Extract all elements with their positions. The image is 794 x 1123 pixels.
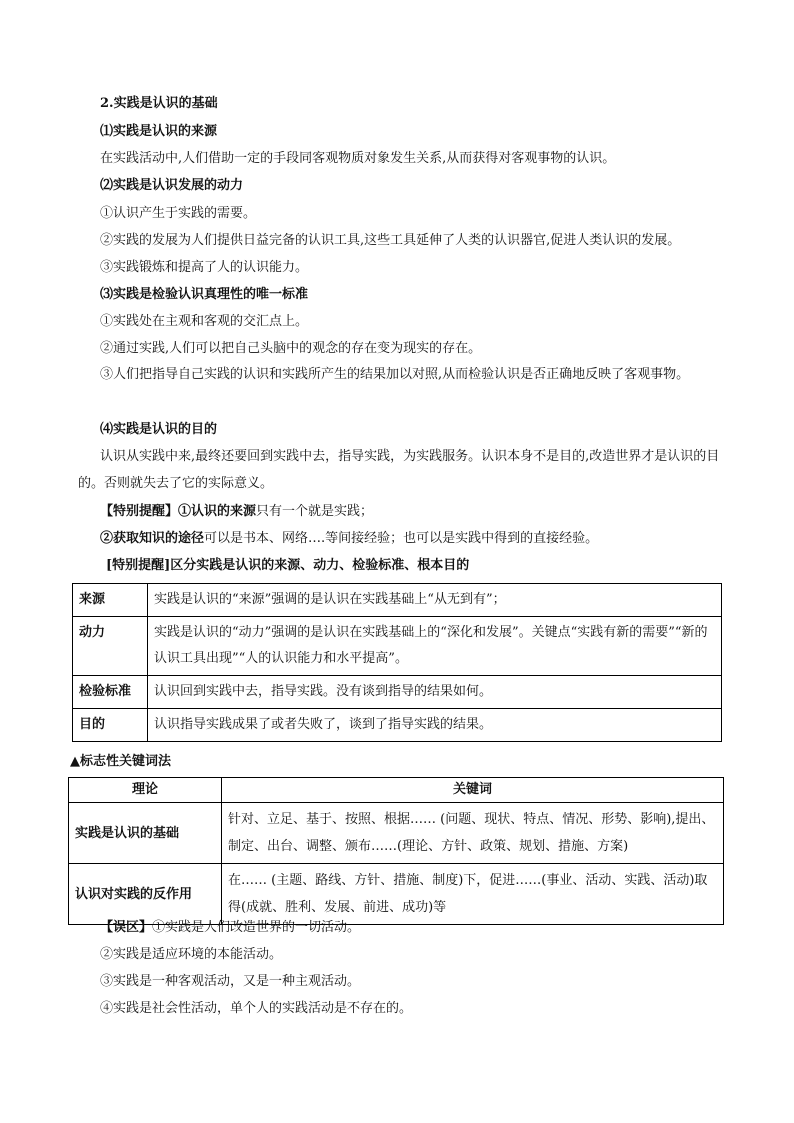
point2-title: ⑵实践是认识发展的动力 xyxy=(100,178,244,193)
tip1-label: 【特别提醒】 xyxy=(100,504,179,519)
row-key: 检验标准 xyxy=(73,676,148,709)
row-value: 针对、立足、基于、按照、根据…… (问题、现状、特点、情况、形势、影响),提出、制定、出台、调整、颁布……(理论、方针、政策、规划、措施、方案) xyxy=(222,803,724,864)
point2-item-1: ①认识产生于实践的需要。 xyxy=(100,206,257,221)
row-value: 认识指导实践成果了或者失败了，谈到了指导实践的结果。 xyxy=(148,709,722,742)
point1-text: 在实践活动中,人们借助一定的手段同客观物质对象发生关系,从而获得对客观事物的认识。 xyxy=(100,151,616,166)
mistake-line-1 xyxy=(100,920,360,936)
header-theory: 理论 xyxy=(69,778,222,803)
table-row xyxy=(73,676,722,709)
table-row xyxy=(69,864,724,925)
keyword-method-title: ▲标志性关键词法 xyxy=(70,754,171,769)
point3-item-1: ①实践处在主观和客观的交汇点上。 xyxy=(100,314,309,329)
row-value: 认识回到实践中去，指导实践。没有谈到指导的结果如何。 xyxy=(148,676,722,709)
table-row xyxy=(69,803,724,864)
table-row xyxy=(73,584,722,617)
table-row xyxy=(73,709,722,742)
point2-item-3: ③实践锻炼和提高了人的认识能力。 xyxy=(100,260,309,275)
tip1-line2-rest: 可以是书本、网络….等间接经验；也可以是实践中得到的直接经验。 xyxy=(204,531,599,546)
tip1-line1-rest: 只有一个就是实践； xyxy=(256,504,374,519)
mistake-item: ②实践是适应环境的本能活动。 xyxy=(100,947,283,962)
point3-item-2: ②通过实践,人们可以把自己头脑中的观念的存在变为现实的存在。 xyxy=(100,341,482,356)
tip1-line2-bold: ②获取知识的途径 xyxy=(100,531,205,546)
mistake-label: 【误区】 xyxy=(100,920,153,935)
point4-title: ⑷实践是认识的目的 xyxy=(100,422,218,437)
point4-text: 认识从实践中来,最终还要回到实践中去，指导实践，为实践服务。认识本身不是目的,改造世界才是认识的目的。否则就失去了它的实际意义。 xyxy=(78,449,720,491)
keyword-table xyxy=(68,777,724,925)
section-heading: 2.实践是认识的基础 xyxy=(100,96,218,111)
mistake-item: ①实践是人们改造世界的一切活动。 xyxy=(152,920,361,935)
table-header-row xyxy=(69,778,724,803)
point2-item-2: ②实践的发展为人们提供日益完备的认识工具,这些工具延伸了人类的认识器官,促进人类认识的发展。 xyxy=(100,233,681,248)
row-key: 目的 xyxy=(73,709,148,742)
mistake-item: ③实践是一种客观活动，又是一种主观活动。 xyxy=(100,974,361,989)
row-key: 来源 xyxy=(73,584,148,617)
header-keywords: 关键词 xyxy=(222,778,724,803)
distinction-table xyxy=(72,583,722,742)
row-key: 认识对实践的反作用 xyxy=(69,864,222,925)
tip2-title: [特别提醒]区分实践是认识的来源、动力、检验标准、根本目的 xyxy=(106,558,470,573)
point3-item-3: ③人们把指导自己实践的认识和实践所产生的结果加以对照,从而检验认识是否正确地反映了客观事物。 xyxy=(100,367,690,382)
mistake-item: ④实践是社会性活动，单个人的实践活动是不存在的。 xyxy=(100,1001,413,1016)
tip1-line1 xyxy=(100,504,373,520)
row-value: 在…… (主题、路线、方针、措施、制度)下，促进……(事业、活动、实践、活动)取得(成就、胜利、发展、前进、成功)等 xyxy=(222,864,724,925)
point3-title: ⑶实践是检验认识真理性的唯一标准 xyxy=(100,287,309,302)
table-row xyxy=(73,617,722,676)
point1-title: ⑴实践是认识的来源 xyxy=(100,124,218,139)
row-key: 动力 xyxy=(73,617,148,676)
row-value: 实践是认识的“动力”强调的是认识在实践基础上的“深化和发展”。关键点“实践有新的需要”“新的认识工具出现”“人的认识能力和水平提高”。 xyxy=(148,617,722,676)
row-key: 实践是认识的基础 xyxy=(69,803,222,864)
row-value: 实践是认识的“来源”强调的是认识在实践基础上“从无到有”； xyxy=(148,584,722,617)
tip1-line2 xyxy=(100,531,598,547)
tip1-line1-bold: ①认识的来源 xyxy=(178,504,257,519)
